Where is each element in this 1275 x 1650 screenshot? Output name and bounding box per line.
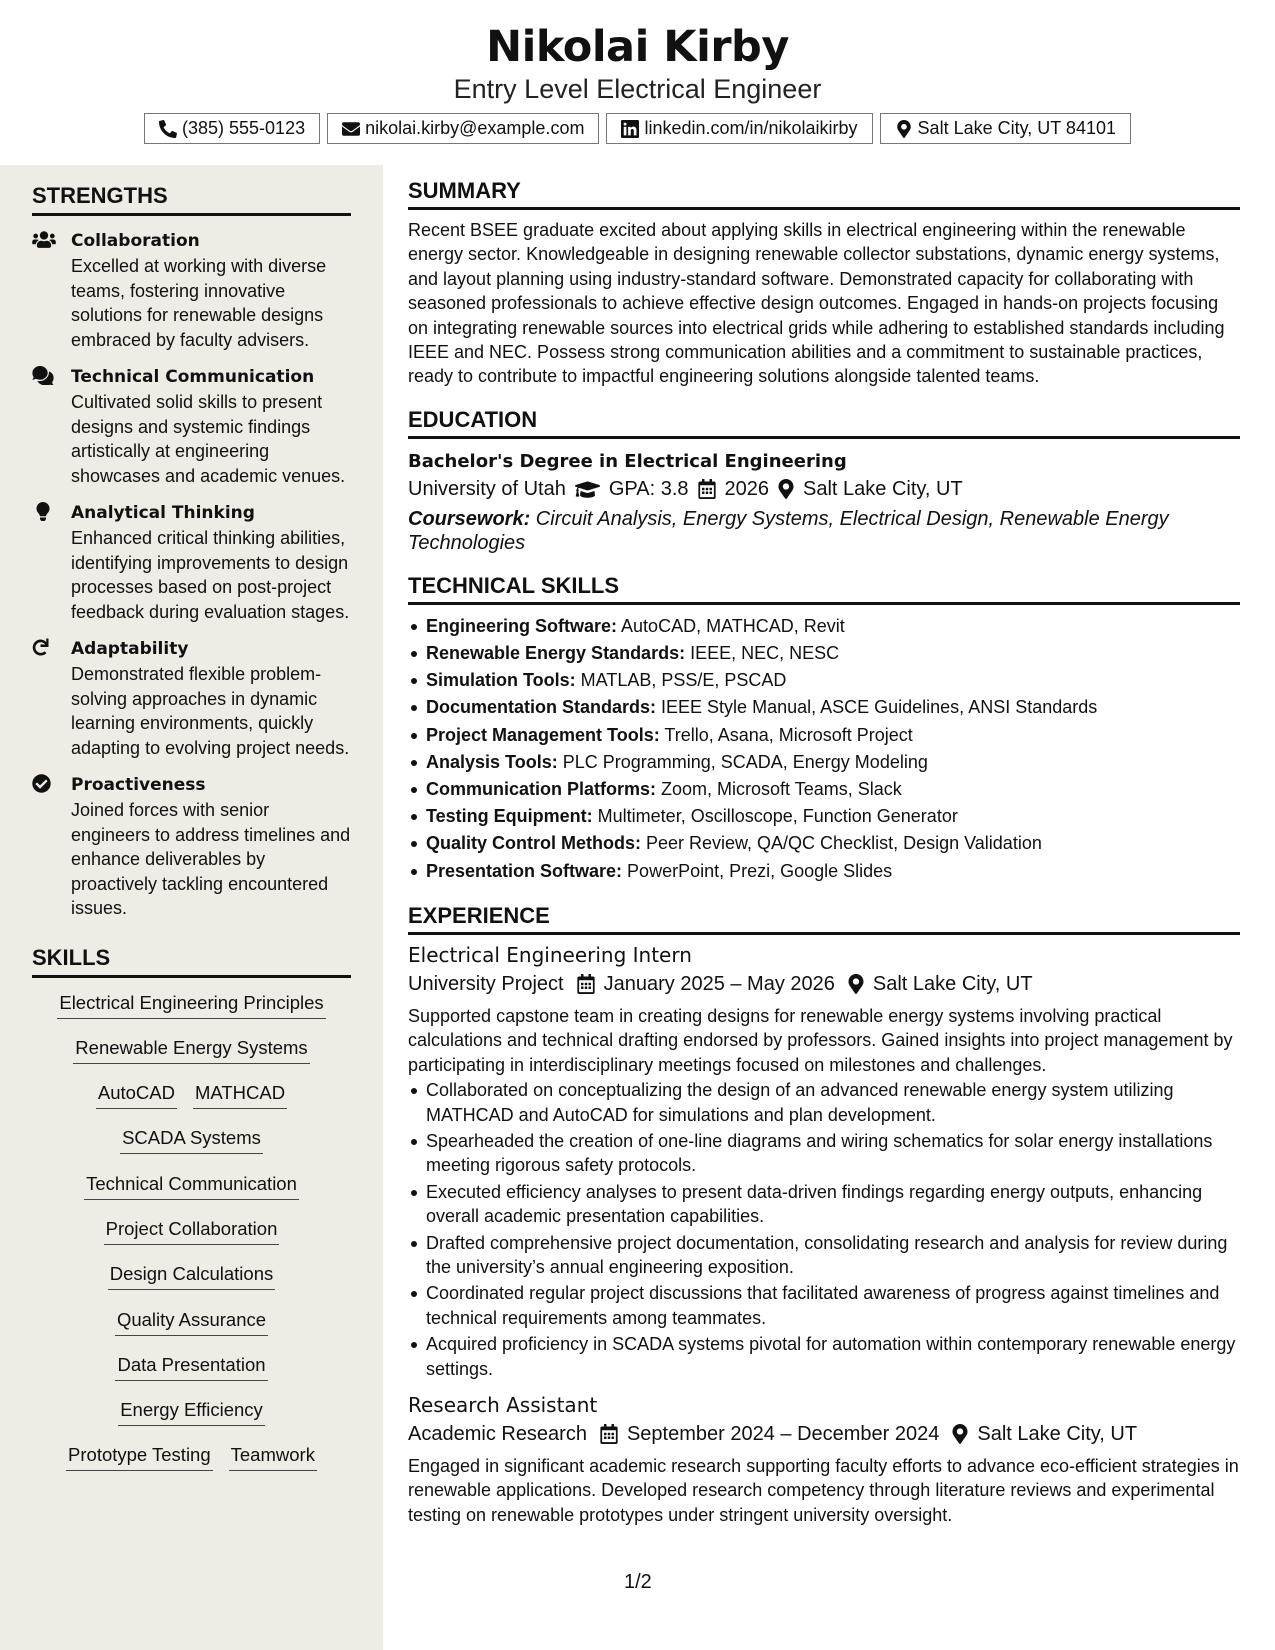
skill-tag: MATHCAD — [193, 1082, 287, 1109]
skill-tag: Data Presentation — [115, 1354, 267, 1381]
contact-bar — [0, 113, 1275, 144]
users-icon — [32, 230, 56, 250]
list-item: Acquired proficiency in SCADA systems pivotal for automation within contemporary renewable energy settings. — [408, 1332, 1240, 1381]
coursework-list: Circuit Analysis, Energy Systems, Electrical Design, Renewable Energy Technologies — [408, 507, 1169, 554]
skill-values: Zoom, Microsoft Teams, Slack — [656, 779, 902, 800]
list-item — [408, 749, 1240, 776]
check-circle-icon — [32, 774, 56, 794]
list-item: Drafted comprehensive project documentation, consolidating research and analysis for review during the university’s annual engineering exposition. — [408, 1231, 1240, 1280]
contact-email-text: nikolai.kirby@example.com — [365, 118, 585, 138]
gpa: GPA: 3.8 — [608, 477, 689, 500]
job-entry — [408, 943, 1240, 1381]
list-item — [408, 803, 1240, 830]
job-summary: Supported capstone team in creating designs for renewable energy systems involving practical calculations and technical drafting endorsed by professors. Gained insights into project management by participating in interdisciplinary meetings focused on milestones and challenges. — [408, 1005, 1233, 1075]
job-meta — [408, 1423, 1240, 1446]
strength-item — [32, 500, 351, 624]
skill-tag: Teamwork — [229, 1444, 317, 1471]
skill-category: Project Management Tools: — [426, 724, 660, 745]
strength-title: Technical Communication — [71, 367, 315, 387]
skill-tag: Prototype Testing — [66, 1444, 213, 1471]
skill-values: AutoCAD, MATHCAD, Revit — [617, 615, 845, 636]
contact-location[interactable] — [880, 113, 1131, 144]
skill-category: Communication Platforms: — [426, 779, 657, 800]
skill-tag: AutoCAD — [96, 1082, 177, 1109]
list-item: Coordinated regular project discussions that facilitated awareness of progress against timelines and technical requirements among teammates. — [408, 1281, 1240, 1330]
linkedin-icon — [621, 120, 639, 138]
strength-desc: Demonstrated flexible problem-solving approaches in dynamic learning environments, quickly adapting to evolving project needs. — [71, 664, 350, 758]
strength-title: Adaptability — [71, 639, 189, 659]
skill-tag: Electrical Engineering Principles — [57, 992, 325, 1019]
resume-header — [0, 0, 1275, 165]
skill-tag: Technical Communication — [84, 1173, 299, 1200]
job-meta — [408, 973, 1240, 996]
skill-values: Multimeter, Oscilloscope, Function Generator — [592, 806, 958, 827]
school-name: University of Utah — [408, 477, 566, 500]
list-item — [408, 640, 1240, 667]
strength-item — [32, 228, 351, 352]
contact-linkedin[interactable] — [606, 113, 872, 144]
list-item: Collaborated on conceptualizing the design of an advanced renewable energy system utilizing MATHCAD and AutoCAD for simulations and plan development. — [408, 1078, 1240, 1127]
technical-skills-heading: TECHNICAL SKILLS — [408, 573, 1240, 605]
map-pin-icon — [895, 120, 913, 138]
job-dates: September 2024 – December 2024 — [626, 1422, 940, 1445]
strength-title: Collaboration — [71, 231, 200, 251]
education-meta — [408, 478, 1240, 501]
contact-email[interactable] — [327, 113, 599, 144]
map-pin-icon — [778, 479, 794, 499]
calendar-icon — [698, 479, 716, 499]
strength-item — [32, 636, 351, 760]
skill-values: Trello, Asana, Microsoft Project — [659, 724, 913, 745]
skill-category: Quality Control Methods: — [426, 833, 641, 854]
job-summary: Engaged in significant academic research supporting faculty efforts to advance eco-efficient strategies in renewable applications. Developed research competency through literature reviews and experimental testing on renewable prototypes under stringent university oversight. — [408, 1455, 1239, 1525]
skill-tag: Renewable Energy Systems — [73, 1037, 309, 1064]
strength-desc: Excelled at working with diverse teams, fostering innovative solutions for renewable designs embraced by faculty advisers. — [71, 256, 327, 350]
skill-tag: Quality Assurance — [115, 1309, 268, 1336]
skill-category: Simulation Tools: — [426, 670, 576, 691]
skill-tag: SCADA Systems — [120, 1127, 263, 1154]
sidebar — [0, 165, 383, 1650]
skill-values: MATLAB, PSS/E, PSCAD — [575, 670, 787, 691]
job-org: Academic Research — [408, 1422, 587, 1445]
list-item — [408, 722, 1240, 749]
list-item — [408, 694, 1240, 721]
degree-title: Bachelor's Degree in Electrical Engineering — [408, 450, 847, 472]
job-title: Electrical Engineering Intern — [408, 942, 692, 967]
strength-title: Analytical Thinking — [71, 503, 255, 523]
strength-item — [32, 772, 351, 921]
summary-text: Recent BSEE graduate excited about applying skills in electrical engineering within the renewable energy sector. Knowledgeable in designing renewable collector substations, dynamic energy systems, and layout planning using industry-standard software. Demonstrated capacity for collaborating with seasoned professionals to achieve effective design outcomes. Engaged in hands-on projects focusing on integrating renewable sources into electrical grids while adhering to established standards including IEEE and NEC. Possess strong communication abilities and a commitment to sustainable practices, ready to contribute to impactful engineering solutions alongside talented teams. — [408, 220, 1225, 387]
graduation-year: 2026 — [724, 477, 770, 500]
map-pin-icon — [848, 974, 864, 994]
list-item — [408, 858, 1240, 885]
job-location: Salt Lake City, UT — [977, 1422, 1138, 1445]
main-column — [408, 178, 1240, 1527]
list-item: Spearheaded the creation of one-line diagrams and wiring schematics for solar energy installations meeting rigorous safety protocols. — [408, 1129, 1240, 1178]
list-item — [408, 776, 1240, 803]
summary-heading: SUMMARY — [408, 178, 1240, 210]
phone-icon — [159, 120, 177, 138]
candidate-name: Nikolai Kirby — [486, 22, 789, 72]
list-item — [408, 830, 1240, 857]
contact-phone[interactable] — [144, 113, 320, 144]
skill-tag: Design Calculations — [108, 1263, 276, 1290]
job-bullets — [408, 1078, 1240, 1381]
job-dates: January 2025 – May 2026 — [603, 972, 835, 995]
comments-icon — [32, 366, 56, 386]
skill-category: Analysis Tools: — [426, 751, 558, 772]
technical-skills-section — [408, 573, 1240, 885]
strength-desc: Enhanced critical thinking abilities, identifying improvements to design processes based on post-project feedback during evaluation stages. — [71, 528, 350, 622]
page-number: 1/2 — [624, 1571, 652, 1593]
envelope-icon — [342, 120, 360, 138]
education-heading: EDUCATION — [408, 407, 1240, 439]
skill-category: Presentation Software: — [426, 860, 623, 881]
list-item — [408, 613, 1240, 640]
job-entry — [408, 1393, 1240, 1527]
skill-category: Renewable Energy Standards: — [426, 643, 686, 664]
job-location: Salt Lake City, UT — [872, 972, 1033, 995]
job-org: University Project — [408, 972, 564, 995]
skills-list — [32, 992, 351, 1490]
contact-linkedin-text: linkedin.com/in/nikolaikirby — [644, 118, 858, 138]
skill-values: Peer Review, QA/QC Checklist, Design Validation — [641, 833, 1042, 854]
skill-category: Testing Equipment: — [426, 806, 593, 827]
school-location: Salt Lake City, UT — [803, 477, 963, 500]
summary-section — [408, 178, 1240, 389]
lightbulb-icon — [32, 502, 56, 522]
education-section — [408, 407, 1240, 555]
calendar-icon — [577, 974, 595, 994]
skill-values: IEEE Style Manual, ASCE Guidelines, ANSI Standards — [656, 697, 1098, 718]
contact-location-text: Salt Lake City, UT 84101 — [917, 118, 1116, 138]
skill-tag: Project Collaboration — [104, 1218, 280, 1245]
graduation-cap-icon — [575, 479, 600, 499]
skill-values: PLC Programming, SCADA, Energy Modeling — [557, 751, 928, 772]
strength-desc: Cultivated solid skills to present designs and systemic findings artistically at engineering showcases and academic venues. — [71, 392, 346, 486]
job-title: Research Assistant — [408, 1392, 598, 1417]
strengths-list — [32, 228, 351, 921]
skills-heading: SKILLS — [32, 945, 351, 978]
sync-icon — [32, 638, 56, 658]
strength-desc: Joined forces with senior engineers to address timelines and enhance deliverables by proactively tackling encountered issues. — [71, 800, 351, 918]
candidate-title: Entry Level Electrical Engineer — [453, 74, 822, 104]
skill-tag: Energy Efficiency — [118, 1399, 265, 1426]
skill-values: PowerPoint, Prezi, Google Slides — [622, 860, 893, 881]
coursework — [408, 507, 1240, 555]
calendar-icon — [600, 1424, 618, 1444]
coursework-label: Coursework: — [408, 507, 531, 530]
strength-title: Proactiveness — [71, 775, 206, 795]
experience-section — [408, 903, 1240, 1527]
strengths-heading: STRENGTHS — [32, 183, 351, 216]
map-pin-icon — [952, 1424, 968, 1444]
strength-item — [32, 364, 351, 488]
contact-phone-text: (385) 555-0123 — [182, 118, 306, 138]
list-item: Executed efficiency analyses to present data-driven findings regarding energy outputs, enhancing overall academic presentation capabilities. — [408, 1180, 1240, 1229]
technical-skills-list — [408, 613, 1240, 885]
skill-category: Engineering Software: — [426, 615, 618, 636]
skill-category: Documentation Standards: — [426, 697, 657, 718]
list-item — [408, 667, 1240, 694]
experience-heading: EXPERIENCE — [408, 903, 1240, 935]
skill-values: IEEE, NEC, NESC — [685, 643, 840, 664]
